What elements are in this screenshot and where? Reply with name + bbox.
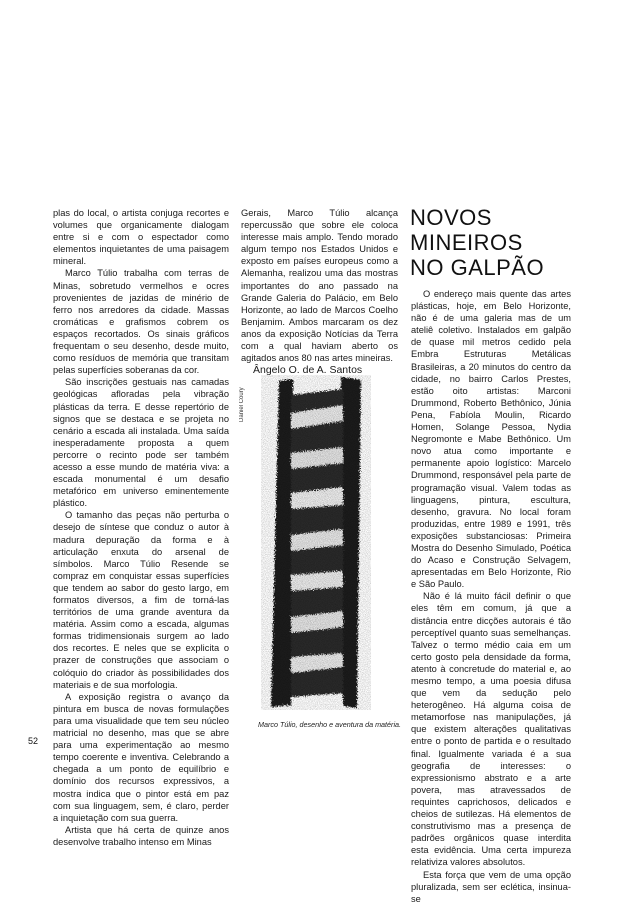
headline-line: NOVOS MINEIROS (410, 205, 523, 255)
paragraph: Esta força que vem de uma opção pluralizada, sem ser eclética, insinua-se (411, 869, 571, 904)
article-author: Ângelo O. de A. Santos (253, 364, 363, 377)
paragraph: São inscrições gestuais nas camadas geológicas afloradas pela vibração plásticas da terra. E desse repertório de signos que se destaca e se projeta no cenário a escada ali instalada. Uma saída inesperadamente proposta a quem percorre o recinto pode ser também acesso a esse mundo de matéria viva: a escada monumental é um desafio metafórico em universo eminentemente plástico. (53, 377, 229, 509)
article-column-2 (241, 207, 398, 376)
image-caption: Marco Túlio, desenho e aventura da matéria. (258, 720, 402, 729)
article-column-3 (411, 288, 571, 905)
artwork-ladder-image (261, 375, 371, 710)
headline-line: NO GALPÃO (410, 255, 545, 280)
article-column-1 (53, 207, 229, 848)
paragraph: A exposição registra o avanço da pintura em busca de novas formulações para uma visualidade que tem seu núcleo matricial no desenho, mas que se abre para uma experimentação ao mesmo tempo coerente e inventiva. Celebrando a chegada a um ponto de equilíbrio e domínio dos recursos expressivos, a mostra indica que o pintor está em paz com sua linguagem, sem, é claro, perder a inquietação com sua guerra. (53, 691, 229, 823)
paragraph: plas do local, o artista conjuga recortes e volumes que organicamente dialogam entre si e com o espectador como elementos inquietantes de uma paisagem mineral. (53, 208, 229, 267)
paragraph: Não é lá muito fácil definir o que eles têm em comum, já que a distância entre dicções autorais é tão perceptível quanto suas semelhanças. Talvez o termo médio caia em um certo gosto pela densidade da forma, atento à concretude do material e, ao mesmo tempo, a uma poesia difusa que vem da sedução pelo heterogêneo. Há alguma coisa de metamorfose nas manipulações, já que existem alterações qualitativas entre o ponto de partida e o resultado final. Igualmente variada é a sua geografia de interesses: o expressionismo abstrato e a arte povera, mas atravessados de requintes caprichosos, delicados e cheios de sutilezas. Há elementos de construtivismo mas a presença de padrões orgânicos quase interdita esta evidência. Uma certa impureza relativiza valores absolutos. (411, 591, 571, 868)
paragraph: Marco Túlio trabalha com terras de Minas, sobretudo vermelhos e ocres provenientes de jazidas de minério de ferro nos arredores da cidade. Massas cromáticas e grafismos cobrem os espaços recortados. Os sinais gráficos frequentam o seu desenho, desde muito, como resíduos de memória que transitam pelas superfícies soberanas da cor. (53, 268, 229, 376)
page-number: 52 (28, 736, 39, 746)
paragraph: O tamanho das peças não perturba o desejo de síntese que conduz o autor à madura depuração da forma e à articulação enxuta do arsenal de símbolos. Marco Túlio Resende se compraz em conquistar essas superfícies que tendem ao sabor do gesto largo, em formatos diversos, a fim de torná-las territórios de uma grande aventura da matéria. Assim como a escada, algumas formas tridimensionais surgem ao lado dos recortes. E neles que se explicita o prazer de construções que associam o colóquio do criador às possibilidades dos materiais e de sua morfologia. (53, 510, 229, 690)
article-headline (410, 205, 580, 280)
paragraph: Gerais, Marco Túlio alcança repercussão que sobre ele coloca interesse mais amplo. Tendo morado algum tempo nos Estados Unidos e exposto em países europeus como a Alemanha, realizou uma das mostras importantes do ano passado na Grande Galeria do Palácio, em Belo Horizonte, ao lado de Marcos Coelho Benjamim. Ambos marcaram os dez anos da exposição Notícias da Terra com a qual haviam aberto os agitados anos 80 nas artes mineiras. (241, 208, 398, 364)
photo-credit: Daniel Coury (239, 387, 245, 422)
paragraph: Artista que há certa de quinze anos desenvolve trabalho intenso em Minas (53, 824, 229, 847)
paragraph: O endereço mais quente das artes plásticas, hoje, em Belo Horizonte, não é de uma galeria mas de um ateliê coletivo. Instalados em galpão de quase mil metros cedido pela Embra Estruturas Metálicas Brasileiras, a 20 minutos do centro da cidade, no bairro Carlos Prestes, estão oito artistas: Marconi Drummond, Roberto Bethônico, Júnia Pena, Fabíola Moulin, Ricardo Homen, Solange Pessoa, Nydia Negromonte e Mabe Bethônico. Um novo atua como importante e permanente apoio logístico: Marcelo Drummond, responsável pela parte de programação visual. Valem todas as linguagens, pintura, escultura, desenho, gravura. No local foram produzidas, entre 1989 e 1991, três exposições substanciosas: Primeira Mostra do Desenho Simulado, Poética do Acaso e Construção Selvagem, apresentadas em Belo Horizonte, Rio e São Paulo. (411, 289, 571, 590)
